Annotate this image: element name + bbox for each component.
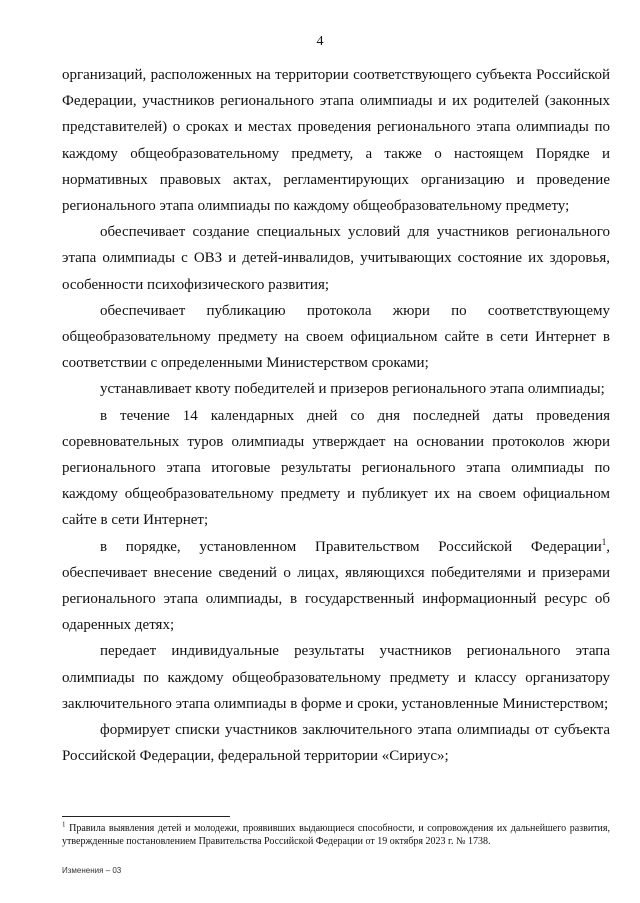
paragraph-individual-results: передает индивидуальные результаты участников регионального этапа олимпиады по каждому общеобразовательному предмету и классу организатору заключительного этапа олимпиады в форме и сроки, установленные Министерством; <box>62 643 610 712</box>
paragraph-text-after-footnote: , обеспечивает внесение сведений о лицах, являющихся победителями и призерами регионального этапа олимпиады, в государственный информационный ресурс об одаренных детях; <box>62 538 610 634</box>
paragraph-continuation: организаций, расположенных на территории соответствующего субъекта Российской Федерации, участников регионального этапа олимпиады и их родителей (законных представителей) о сроках и местах проведения регионального этапа олимпиады по каждому общеобразовательному предмету, а также о настоящем Порядке и нормативных правовых актах, регламентирующих организацию и проведение регионального этапа олимпиады по каждому общеобразовательному предмету; <box>62 67 610 215</box>
footnote-marker: 1 <box>62 820 66 829</box>
paragraph-text-before-footnote: в порядке, установленном Правительством Российской Федерации <box>100 538 602 555</box>
footnote-reference: 1 <box>601 536 607 547</box>
page-number: 4 <box>316 34 324 49</box>
footnote-separator <box>62 816 230 817</box>
paragraph-gifted-children-resource <box>62 534 610 639</box>
footnote <box>62 822 610 848</box>
paragraph-final-results: в течение 14 календарных дней со дня последней даты проведения соревновательных туров олимпиады утверждает на основании протоколов жюри регионального этапа итоговые результаты регионального этапа олимпиады по каждому общеобразовательному предмету и публикует их на своем официальном сайте в сети Интернет; <box>62 407 610 529</box>
paragraph-quota: устанавливает квоту победителей и призеров регионального этапа олимпиады; <box>100 381 605 398</box>
paragraph-special-conditions: обеспечивает создание специальных условий для участников регионального этапа олимпиады с ОВЗ и детей-инвалидов, учитывающих состояние их здоровья, особенности психофизического развития; <box>62 224 610 293</box>
document-body <box>62 62 610 769</box>
paragraph-protocol-publication: обеспечивает публикацию протокола жюри по соответствующему общеобразовательному предмету на своем официальном сайте в сети Интернет в соответствии с определенными Министерством сроками; <box>62 302 610 372</box>
revision-note: Изменения – 03 <box>62 866 122 875</box>
footnote-text: Правила выявления детей и молодежи, проявивших выдающиеся способности, и сопровождения их дальнейшего развития, утвержденные постановлением Правительства Российской Федерации от 19 октября 2023 г. № 1738. <box>62 823 610 847</box>
paragraph-participant-lists: формирует списки участников заключительного этапа олимпиады от субъекта Российской Федерации, федеральной территории «Сириус»; <box>62 722 610 765</box>
